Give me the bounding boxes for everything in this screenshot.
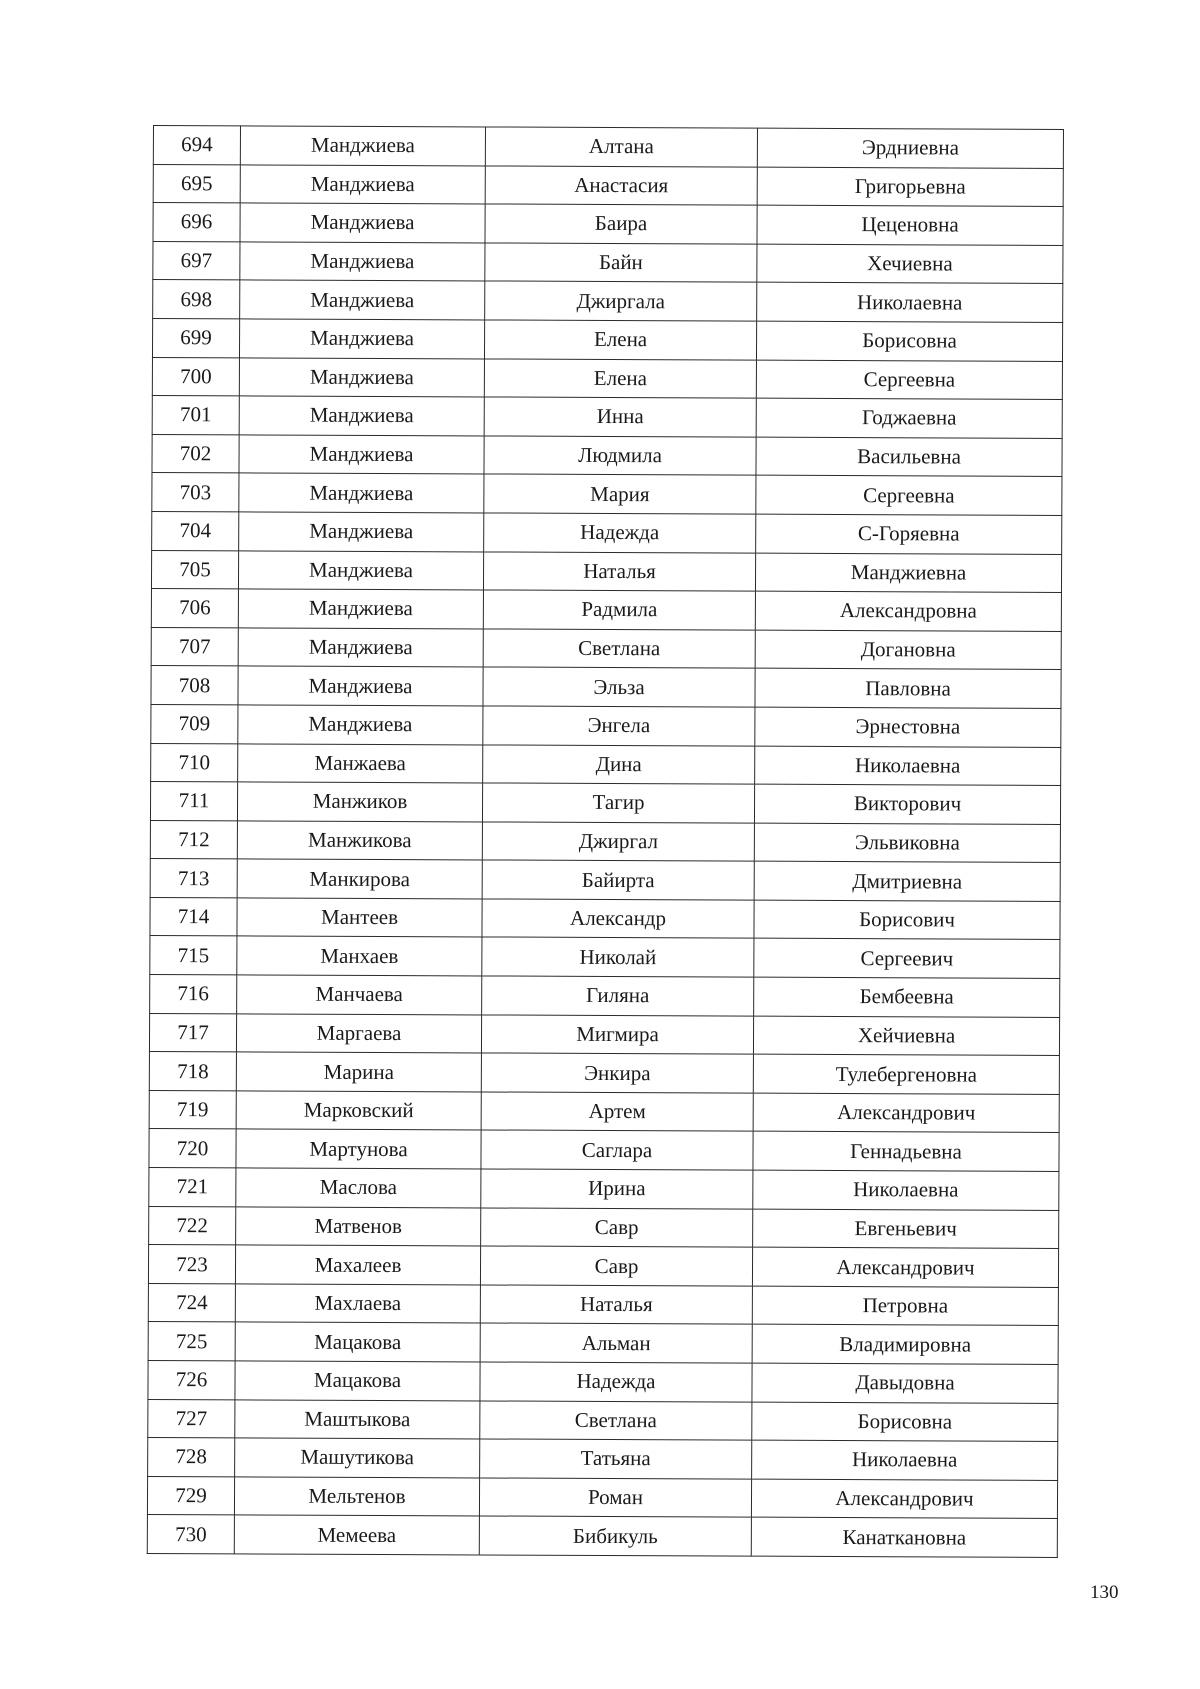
last-name-cell: Манджиева: [240, 280, 485, 320]
row-number-cell: 708: [151, 666, 238, 705]
row-number-cell: 714: [150, 897, 237, 936]
last-name-cell: Махлаева: [235, 1284, 480, 1324]
last-name-cell: Манджиева: [238, 666, 483, 706]
patronymic-cell: Николаевна: [757, 283, 1063, 323]
row-number-cell: 721: [149, 1168, 236, 1207]
first-name-cell: Алтана: [485, 127, 757, 167]
patronymic-cell: Годжаевна: [756, 398, 1062, 438]
first-name-cell: Эльза: [483, 667, 755, 707]
last-name-cell: Машутикова: [235, 1438, 480, 1478]
row-number-cell: 709: [151, 704, 238, 743]
table-row: [151, 627, 1061, 670]
table-row: [150, 936, 1060, 979]
first-name-cell: Савр: [480, 1246, 752, 1286]
row-number-cell: 703: [152, 473, 239, 512]
patronymic-cell: Сергеевич: [754, 939, 1060, 979]
row-number-cell: 699: [152, 318, 239, 357]
table-row: [150, 820, 1060, 863]
first-name-cell: Энкира: [481, 1053, 753, 1093]
patronymic-cell: С-Горяевна: [756, 514, 1062, 554]
first-name-cell: Инна: [484, 397, 756, 437]
last-name-cell: Манхаев: [237, 936, 482, 976]
last-name-cell: Марковский: [236, 1091, 481, 1131]
patronymic-cell: Борисовна: [752, 1402, 1058, 1442]
first-name-cell: Энгела: [483, 706, 755, 746]
first-name-cell: Татьяна: [480, 1439, 752, 1479]
patronymic-cell: Давыдовна: [752, 1363, 1058, 1403]
row-number-cell: 710: [151, 743, 238, 782]
row-number-cell: 697: [153, 241, 240, 280]
table-row: [150, 975, 1060, 1018]
last-name-cell: Манджиева: [239, 435, 484, 475]
patronymic-cell: Бембеевна: [754, 977, 1060, 1017]
page-number: 130: [1090, 1582, 1119, 1603]
first-name-cell: Артем: [481, 1092, 753, 1132]
patronymic-cell: Николаевна: [755, 746, 1061, 786]
row-number-cell: 725: [148, 1322, 235, 1361]
first-name-cell: Джиргала: [485, 281, 757, 321]
first-name-cell: Джиргал: [482, 822, 754, 862]
patronymic-cell: Викторович: [754, 784, 1060, 824]
row-number-cell: 715: [150, 936, 237, 975]
patronymic-cell: Хейчиевна: [753, 1016, 1059, 1056]
last-name-cell: Маштыкова: [235, 1399, 480, 1439]
patronymic-cell: Григорьевна: [757, 167, 1063, 207]
row-number-cell: 701: [152, 396, 239, 435]
patronymic-cell: Александрович: [751, 1479, 1057, 1519]
patronymic-cell: Александрович: [753, 1093, 1059, 1133]
first-name-cell: Альман: [480, 1323, 752, 1363]
table-row: [149, 1013, 1059, 1056]
row-number-cell: 730: [147, 1515, 234, 1554]
first-name-cell: Радмила: [483, 590, 755, 630]
table-row: [152, 318, 1062, 361]
patronymic-cell: Тулебергеновна: [753, 1054, 1059, 1094]
last-name-cell: Манджиева: [240, 164, 485, 204]
last-name-cell: Манджиева: [240, 242, 485, 282]
first-name-cell: Наталья: [480, 1285, 752, 1325]
patronymic-cell: Манджиевна: [755, 553, 1061, 593]
last-name-cell: Мемеева: [234, 1515, 479, 1555]
patronymic-cell: Сергеевна: [756, 360, 1062, 400]
first-name-cell: Саглара: [481, 1130, 753, 1170]
row-number-cell: 695: [153, 164, 240, 203]
first-name-cell: Надежда: [484, 513, 756, 553]
table-row: [149, 1168, 1059, 1211]
last-name-cell: Манджиева: [238, 628, 483, 668]
first-name-cell: Ирина: [481, 1169, 753, 1209]
table-row: [148, 1399, 1058, 1442]
last-name-cell: Манжикова: [237, 821, 482, 861]
last-name-cell: Манджиева: [239, 357, 484, 397]
patronymic-cell: Сергеевна: [756, 475, 1062, 515]
last-name-cell: Мацакова: [235, 1322, 480, 1362]
last-name-cell: Манджиева: [239, 512, 484, 552]
table-row: [153, 126, 1063, 169]
patronymic-cell: Николаевна: [753, 1170, 1059, 1210]
table-row: [149, 1052, 1059, 1095]
row-number-cell: 711: [150, 782, 237, 821]
row-number-cell: 702: [152, 434, 239, 473]
last-name-cell: Маргаева: [236, 1014, 481, 1054]
last-name-cell: Мантеев: [237, 898, 482, 938]
row-number-cell: 717: [149, 1013, 236, 1052]
first-name-cell: Елена: [484, 359, 756, 399]
patronymic-cell: Павловна: [755, 668, 1061, 708]
row-number-cell: 723: [148, 1245, 235, 1284]
table-row: [148, 1360, 1058, 1403]
row-number-cell: 707: [151, 627, 238, 666]
table-row: [151, 666, 1061, 709]
patronymic-cell: Цеценовна: [757, 205, 1063, 245]
last-name-cell: Манкирова: [237, 859, 482, 899]
names-table: [147, 125, 1064, 1558]
patronymic-cell: Николаевна: [752, 1440, 1058, 1480]
patronymic-cell: Васильевна: [756, 437, 1062, 477]
last-name-cell: Манджиева: [238, 550, 483, 590]
row-number-cell: 726: [148, 1360, 235, 1399]
patronymic-cell: Эрдниевна: [757, 128, 1063, 168]
row-number-cell: 727: [148, 1399, 235, 1438]
row-number-cell: 724: [148, 1283, 235, 1322]
names-table-body: [147, 126, 1063, 1558]
first-name-cell: Анастасия: [485, 166, 757, 206]
last-name-cell: Мартунова: [236, 1129, 481, 1169]
last-name-cell: Манжаева: [238, 743, 483, 783]
first-name-cell: Дина: [483, 744, 755, 784]
last-name-cell: Манджиева: [238, 589, 483, 629]
first-name-cell: Людмила: [484, 436, 756, 476]
table-row: [152, 396, 1062, 439]
row-number-cell: 718: [149, 1052, 236, 1091]
last-name-cell: Матвенов: [236, 1206, 481, 1246]
table-row: [148, 1283, 1058, 1326]
patronymic-cell: Хечиевна: [757, 244, 1063, 284]
first-name-cell: Надежда: [480, 1362, 752, 1402]
last-name-cell: Манджиева: [239, 473, 484, 513]
last-name-cell: Манджиева: [238, 705, 483, 745]
last-name-cell: Махалеев: [235, 1245, 480, 1285]
table-row: [148, 1438, 1058, 1481]
first-name-cell: Гиляна: [482, 976, 754, 1016]
last-name-cell: Манджиева: [240, 126, 485, 166]
table-row: [151, 589, 1061, 632]
first-name-cell: Роман: [479, 1478, 751, 1518]
table-row: [147, 1476, 1057, 1519]
patronymic-cell: Эльвиковна: [754, 823, 1060, 863]
row-number-cell: 728: [148, 1438, 235, 1477]
row-number-cell: 722: [149, 1206, 236, 1245]
first-name-cell: Александр: [482, 899, 754, 939]
last-name-cell: Манджиева: [239, 396, 484, 436]
patronymic-cell: Догановна: [755, 630, 1061, 670]
row-number-cell: 719: [149, 1090, 236, 1129]
patronymic-cell: Дмитриевна: [754, 861, 1060, 901]
table-row: [148, 1245, 1058, 1288]
first-name-cell: Тагир: [482, 783, 754, 823]
table-row: [153, 241, 1063, 284]
patronymic-cell: Геннадьевна: [753, 1132, 1059, 1172]
last-name-cell: Манджиева: [239, 319, 484, 359]
patronymic-cell: Эрнестовна: [755, 707, 1061, 747]
row-number-cell: 712: [150, 820, 237, 859]
table-row: [151, 550, 1061, 593]
table-row: [153, 280, 1063, 323]
first-name-cell: Наталья: [483, 551, 755, 591]
last-name-cell: Манджиева: [240, 203, 485, 243]
table-row: [153, 164, 1063, 207]
first-name-cell: Бибикуль: [479, 1516, 751, 1556]
table-row: [151, 743, 1061, 786]
table-row: [147, 1515, 1057, 1558]
row-number-cell: 729: [147, 1476, 234, 1515]
patronymic-cell: Евгеньевич: [753, 1209, 1059, 1249]
table-row: [152, 434, 1062, 477]
row-number-cell: 698: [153, 280, 240, 319]
row-number-cell: 705: [151, 550, 238, 589]
table-row: [150, 897, 1060, 940]
last-name-cell: Маслова: [236, 1168, 481, 1208]
table-row: [149, 1129, 1059, 1172]
last-name-cell: Марина: [236, 1052, 481, 1092]
patronymic-cell: Канаткановна: [751, 1517, 1057, 1557]
last-name-cell: Мельтенов: [234, 1477, 479, 1517]
table-row: [152, 473, 1062, 516]
table-row: [148, 1322, 1058, 1365]
table-row: [150, 782, 1060, 825]
first-name-cell: Мария: [484, 474, 756, 514]
table-row: [149, 1206, 1059, 1249]
table-row: [150, 859, 1060, 902]
patronymic-cell: Александрович: [752, 1247, 1058, 1287]
row-number-cell: 696: [153, 203, 240, 242]
table-row: [151, 704, 1061, 747]
row-number-cell: 700: [152, 357, 239, 396]
first-name-cell: Мигмира: [481, 1015, 753, 1055]
row-number-cell: 713: [150, 859, 237, 898]
patronymic-cell: Владимировна: [752, 1325, 1058, 1365]
last-name-cell: Мацакова: [235, 1361, 480, 1401]
first-name-cell: Светлана: [480, 1401, 752, 1441]
first-name-cell: Елена: [484, 320, 756, 360]
table-row: [153, 203, 1063, 246]
row-number-cell: 704: [152, 511, 239, 550]
first-name-cell: Баира: [485, 204, 757, 244]
first-name-cell: Байирта: [482, 860, 754, 900]
table-row: [152, 357, 1062, 400]
row-number-cell: 694: [153, 126, 240, 165]
patronymic-cell: Борисович: [754, 900, 1060, 940]
first-name-cell: Светлана: [483, 629, 755, 669]
patronymic-cell: Александровна: [755, 591, 1061, 631]
first-name-cell: Савр: [481, 1208, 753, 1248]
table-row: [149, 1090, 1059, 1133]
patronymic-cell: Петровна: [752, 1286, 1058, 1326]
row-number-cell: 716: [150, 975, 237, 1014]
last-name-cell: Манчаева: [237, 975, 482, 1015]
first-name-cell: Николай: [482, 937, 754, 977]
row-number-cell: 720: [149, 1129, 236, 1168]
row-number-cell: 706: [151, 589, 238, 628]
first-name-cell: Байн: [485, 243, 757, 283]
patronymic-cell: Борисовна: [756, 321, 1062, 361]
table-row: [152, 511, 1062, 554]
last-name-cell: Манжиков: [237, 782, 482, 822]
